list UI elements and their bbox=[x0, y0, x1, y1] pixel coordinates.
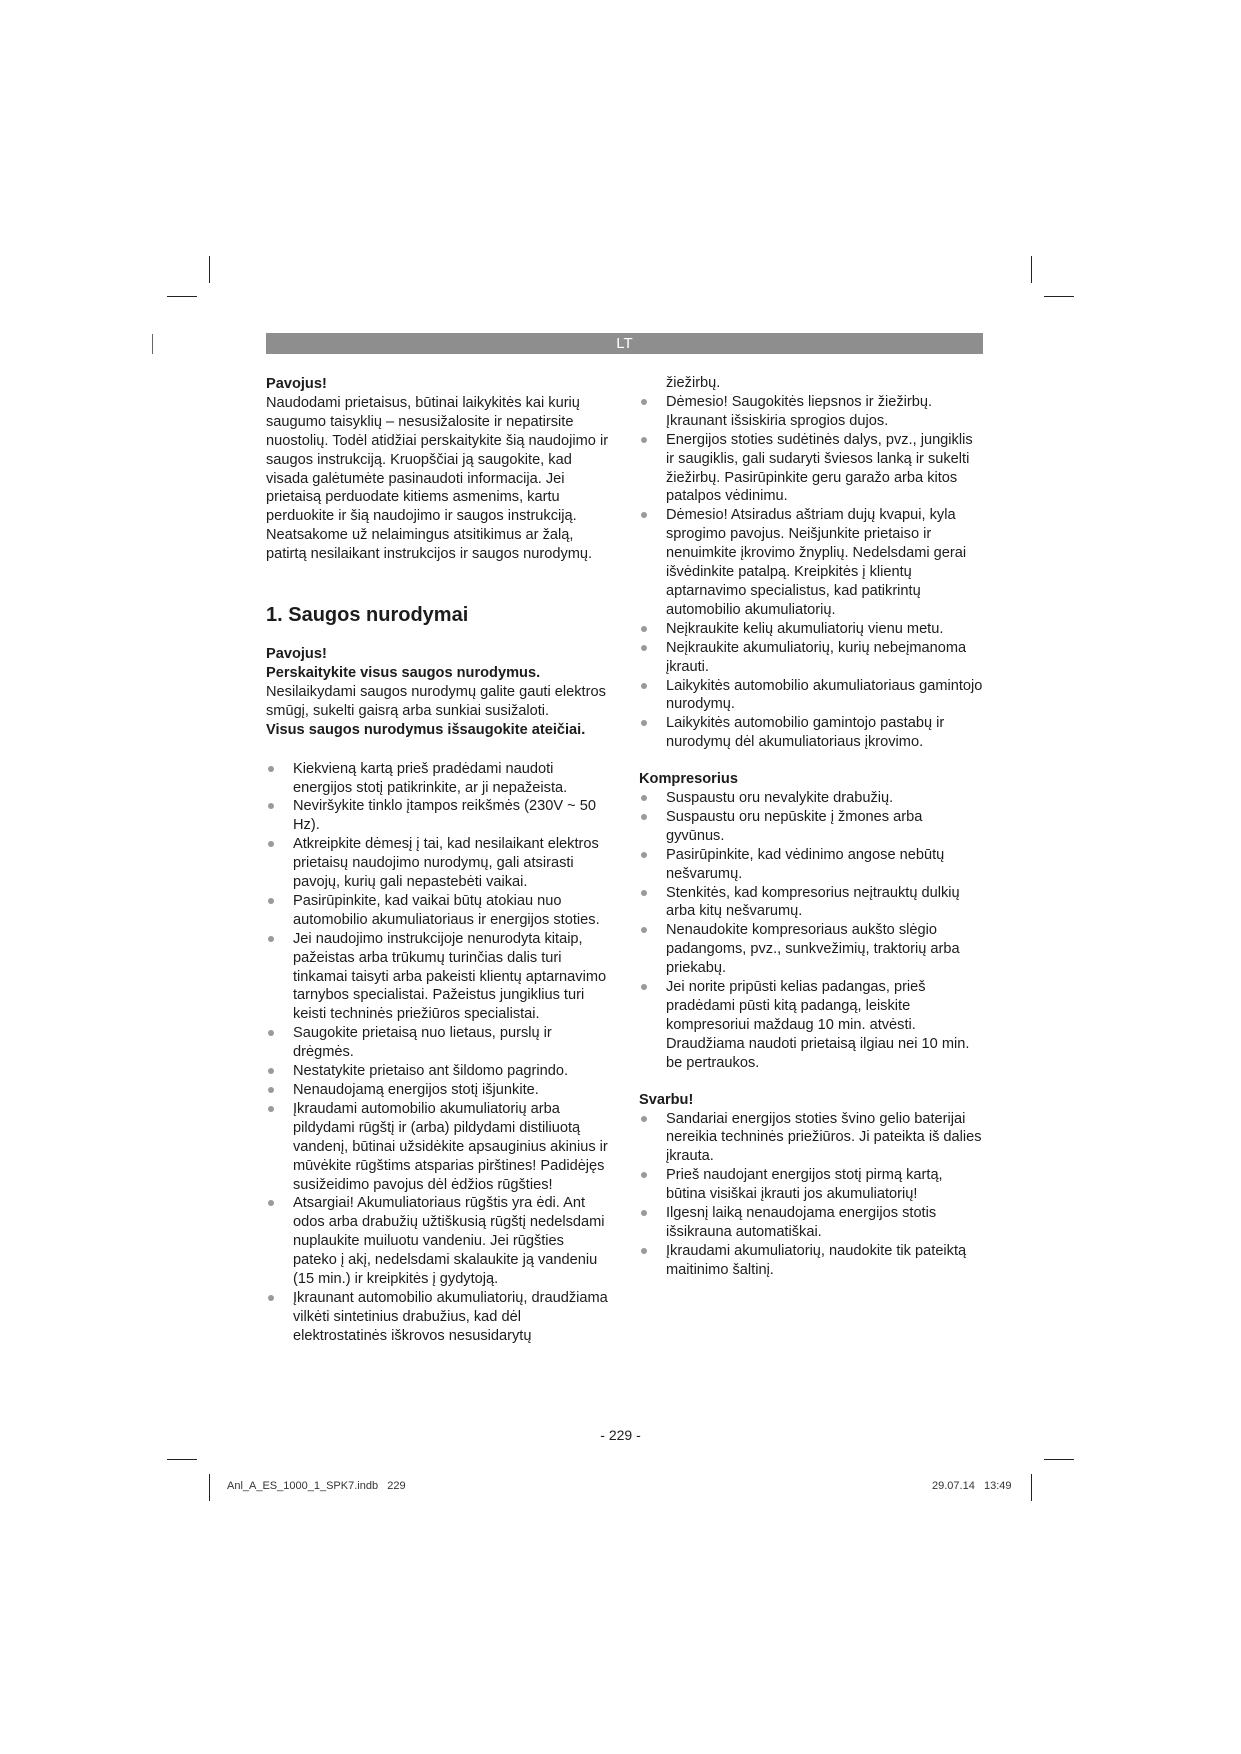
intro-heading: Pavojus! bbox=[266, 376, 327, 392]
list-item: Suspaustu oru nepūskite į žmones arba gyvūnus. bbox=[639, 808, 984, 846]
list-item: Dėmesio! Atsiradus aštriam dujų kvapui, kyla sprogimo pavojus. Neišjunkite prietaiso ir nenuimkite įkrovimo žnyplių. Nedelsdami gerai išvėdinkite patalpą. Kreipkitės į klientų aptarnavimo specialistus, kad patikrintų automobilio akumuliatorių. bbox=[639, 506, 984, 619]
list-item: Nestatykite prietaiso ant šildomo pagrindo. bbox=[266, 1062, 611, 1081]
crop-mark bbox=[1031, 1474, 1032, 1501]
list-item: Energijos stoties sudėtinės dalys, pvz., jungiklis ir saugiklis, gali sudaryti šviesos lanką ir sukelti žiežirbų. Pasirūpinkite geru garažo arba kitos patalpos vėdinimu. bbox=[639, 431, 984, 507]
list-item: Neįkraukite kelių akumuliatorių vienu metu. bbox=[639, 620, 984, 639]
page-number: - 229 - bbox=[600, 1427, 641, 1443]
crop-mark bbox=[167, 296, 197, 297]
safety-list-continued bbox=[639, 393, 984, 752]
list-item: Sandariai energijos stoties švino gelio baterijai nereikia techninės priežiūros. Ji pateikta iš dalies įkrauta. bbox=[639, 1110, 984, 1167]
footer-timestamp: 29.07.14 13:49 bbox=[932, 1480, 1012, 1492]
list-item: Ilgesnį laiką nenaudojama energijos stotis išsikrauna automatiškai. bbox=[639, 1204, 984, 1242]
list-item: Kiekvieną kartą prieš pradėdami naudoti energijos stotį patikrinkite, ar ji nepažeista. bbox=[266, 760, 611, 798]
crop-mark bbox=[1031, 256, 1032, 283]
continued-text: žiežirbų. bbox=[666, 375, 721, 391]
list-item: Suspaustu oru nevalykite drabužių. bbox=[639, 789, 984, 808]
list-item: Dėmesio! Saugokitės liepsnos ir žiežirbų. Įkraunant išsiskiria sprogios dujos. bbox=[639, 393, 984, 431]
crop-mark bbox=[1044, 296, 1074, 297]
list-item: Jei naudojimo instrukcijoje nenurodyta kitaip, pažeistas arba trūkumų turinčias dalis turi tinkamai taisyti arba pakeisti klientų aptarnavimo tarnybos specialistai. Pažeistus jungiklius turi keisti techninės priežiūros specialistai. bbox=[266, 930, 611, 1025]
list-item: Pasirūpinkite, kad vaikai būtų atokiau nuo automobilio akumuliatoriaus ir energijos stoties. bbox=[266, 892, 611, 930]
intro-text: Naudodami prietaisus, būtinai laikykitės kai kurių saugumo taisyklių – nesusižalosite ir nepatirsite nuostolių. Todėl atidžiai perskaitykite šią naudojimo ir saugos instrukciją. Kruopščiai ją saugokite, kad visada galėtumėte pasinaudoti informacija. Jei prietaisą perduodate kitiems asmenims, kartu perduokite ir šią naudojimo ir saugos instrukciją. Neatsakome už nelaimingus atsitikimus ar žalą, patirtą nesilaikant instrukcijos ir saugos nurodymų. bbox=[266, 394, 609, 563]
important-list bbox=[639, 1110, 984, 1280]
list-item: Atkreipkite dėmesį į tai, kad nesilaikant elektros prietaisų naudojimo nurodymų, gali atsirasti pavojų, kurių gali nepastebėti vaikai. bbox=[266, 835, 611, 892]
list-item: Įkraudami akumuliatorių, naudokite tik pateiktą maitinimo šaltinį. bbox=[639, 1242, 984, 1280]
list-item: Neįkraukite akumuliatorių, kurių nebeįmanoma įkrauti. bbox=[639, 639, 984, 677]
warning-heading: Pavojus! bbox=[266, 646, 327, 663]
list-item: Prieš naudojant energijos stotį pirmą kartą, būtina visiškai įkrauti jos akumuliatorių! bbox=[639, 1166, 984, 1204]
safety-list bbox=[266, 760, 611, 1346]
crop-mark bbox=[209, 1474, 210, 1501]
list-item: Laikykitės automobilio akumuliatoriaus gamintojo nurodymų. bbox=[639, 677, 984, 715]
list-item: Stenkitės, kad kompresorius neįtrauktų dulkių arba kitų nešvarumų. bbox=[639, 884, 984, 922]
important-heading: Svarbu! bbox=[639, 1091, 694, 1108]
language-code: LT bbox=[616, 335, 633, 352]
crop-mark bbox=[1044, 1459, 1074, 1460]
list-item: Atsargiai! Akumuliatoriaus rūgštis yra ėdi. Ant odos arba drabužių užtiškusią rūgštį nedelsdami nuplaukite muiluotu vandeniu. Jei rūgšties pateko į akį, nedelsdami skalaukite ją vandeniu (15 min.) ir kreipkitės į gydytoją. bbox=[266, 1194, 611, 1289]
list-item: Neviršykite tinklo įtampos reikšmės (230V ~ 50 Hz). bbox=[266, 797, 611, 835]
section-title: 1. Saugos nurodymai bbox=[266, 604, 469, 627]
right-column bbox=[639, 374, 984, 1280]
warning-keep-note: Visus saugos nurodymus išsaugokite ateičiai. bbox=[266, 721, 586, 738]
list-item: Nenaudokite kompresoriaus aukšto slėgio padangoms, pvz., sunkvežimių, traktorių arba priekabų. bbox=[639, 921, 984, 978]
list-item: Įkraudami automobilio akumuliatorių arba pildydami rūgštį ir (arba) pildydami distiliuotą vandenį, būtinai užsidėkite apsauginius akinius ir mūvėkite rūgštims atsparias pirštines! Padidėjęs susižeidimo pavojus dėl ėdžios rūgšties! bbox=[266, 1100, 611, 1195]
warning-body: Nesilaikydami saugos nurodymų galite gauti elektros smūgį, sukelti gaisrą arba sunkiai susižaloti. bbox=[266, 683, 606, 719]
list-item: Saugokite prietaisą nuo lietaus, purslų ir drėgmės. bbox=[266, 1024, 611, 1062]
list-item: Pasirūpinkite, kad vėdinimo angose nebūtų nešvarumų. bbox=[639, 846, 984, 884]
registration-mark bbox=[152, 334, 153, 354]
warning-bold-lead: Perskaitykite visus saugos nurodymus. bbox=[266, 664, 541, 681]
list-item: Laikykitės automobilio gamintojo pastabų ir nurodymų dėl akumuliatoriaus įkrovimo. bbox=[639, 714, 984, 752]
left-column bbox=[266, 375, 611, 1346]
list-item: Jei norite pripūsti kelias padangas, prieš pradėdami pūsti kitą padangą, leiskite kompresoriui maždaug 10 min. atvėsti. Draudžiama naudoti prietaisą ilgiau nei 10 min. be pertraukos. bbox=[639, 978, 984, 1073]
crop-mark bbox=[167, 1459, 197, 1460]
footer-file-name: Anl_A_ES_1000_1_SPK7.indb 229 bbox=[227, 1480, 406, 1492]
list-item: Nenaudojamą energijos stotį išjunkite. bbox=[266, 1081, 611, 1100]
list-item: Įkraunant automobilio akumuliatorių, draudžiama vilkėti sintetinius drabužius, kad dėl elektrostatinės iškrovos nesusidarytų bbox=[266, 1289, 611, 1346]
compressor-list bbox=[639, 789, 984, 1073]
compressor-heading: Kompresorius bbox=[639, 771, 738, 788]
language-header-bar bbox=[266, 333, 983, 354]
crop-mark bbox=[209, 256, 210, 283]
warning-text bbox=[266, 664, 611, 721]
